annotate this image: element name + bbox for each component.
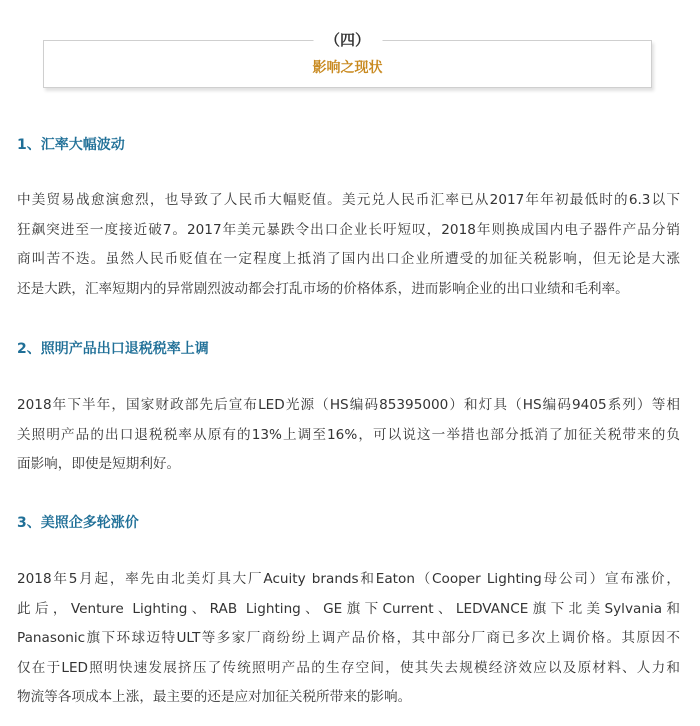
paragraph-line: 狂飙突进至一度接近破7。2017年美元暴跌令出口企业长吁短叹，2018年则换成国内电子器件产品分销	[17, 221, 680, 238]
paragraph-price-increase	[17, 565, 680, 713]
paragraph-line: 关照明产品的出口退税税率从原有的13%上调至16%，可以说这一举措也部分抵消了加征关税带来的负	[17, 426, 680, 443]
paragraph-line: Panasonic旗下环球迈特ULT等多家厂商纷纷上调产品价格，其中部分厂商已多次上调价格。其原因不	[17, 630, 680, 646]
paragraph-exchange-rate	[17, 186, 680, 304]
section-subtitle: 影响之现状	[312, 60, 383, 76]
paragraph-line: 仅在于LED照明快速发展挤压了传统照明产品的生存空间，使其失去规模经济效应以及原材料、人力和	[17, 659, 680, 676]
paragraph-line: 商叫苦不迭。虽然人民币贬值在一定程度上抵消了国内出口企业所遭受的加征关税影响，但无论是大涨	[17, 251, 680, 267]
section-title-box	[43, 31, 652, 88]
paragraph-line: 面影响，即使是短期利好。	[17, 456, 181, 472]
paragraph-export-tax-rebate	[17, 391, 680, 480]
paragraph-line: 还是大跌，汇率短期内的异常剧烈波动都会打乱市场的价格体系，进而影响企业的出口业绩和毛利率。	[17, 280, 629, 297]
section-number: （四）	[313, 29, 382, 51]
paragraph-line: 2018年下半年，国家财政部先后宣布LED光源（HS编码85395000）和灯具（HS编码9405系列）等相	[17, 397, 680, 413]
paragraph-line: 2018年5月起，率先由北美灯具大厂Acuity brands和Eaton（Cooper Lighting母公司）宣布涨价，	[17, 571, 680, 587]
heading-price-increase: 3、美照企多轮涨价	[17, 515, 139, 531]
paragraph-line: 物流等各项成本上涨，最主要的还是应对加征关税所带来的影响。	[17, 689, 412, 705]
heading-exchange-rate: 1、汇率大幅波动	[17, 137, 125, 153]
heading-export-tax-rebate: 2、照明产品出口退税税率上调	[17, 341, 209, 357]
paragraph-line: 中美贸易战愈演愈烈，也导致了人民币大幅贬值。美元兑人民币汇率已从2017年年初最低时的6.3以下	[17, 192, 680, 208]
paragraph-line: 此后，Venture Lighting、RAB Lighting、GE旗下Current、LEDVANCE旗下北美Sylvania和	[17, 600, 680, 617]
